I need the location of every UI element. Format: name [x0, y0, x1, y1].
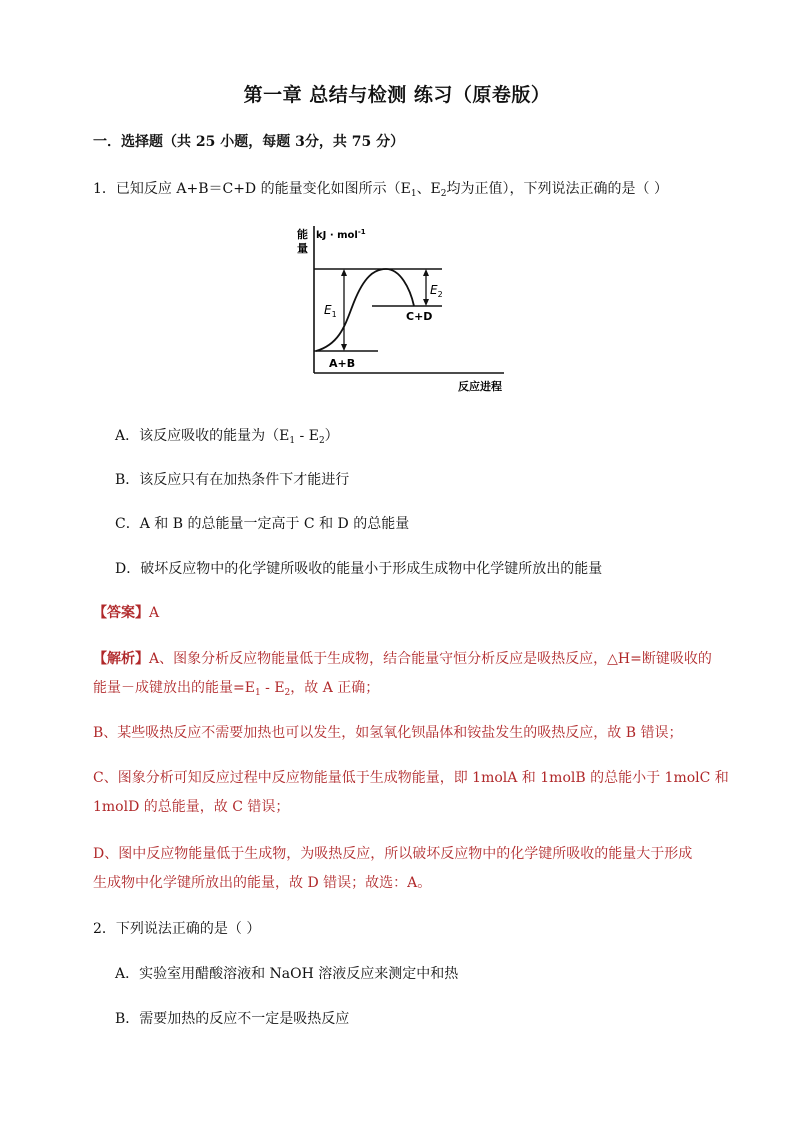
q1-stem-part-a: 1．已知反应 A+B＝C+D 的能量变化如图所示（E	[93, 181, 411, 197]
q1-option-a-sub-1: 1	[289, 436, 296, 446]
answer-tag: 【答案】	[93, 605, 149, 621]
q1-option-c: C．A 和 B 的总能量一定高于 C 和 D 的总能量	[115, 516, 410, 532]
e2-arrowhead-top	[423, 269, 429, 276]
analysis-line-1-text: A、图象分析反应物能量低于生成物，结合能量守恒分析反应是吸热反应，△H=断键吸收的	[149, 651, 712, 667]
q2-option-a: A．实验室用醋酸溶液和 NaOH 溶液反应来测定中和热	[115, 966, 459, 982]
question-2-stem: 2．下列说法正确的是（ ）	[93, 921, 261, 937]
q1-stem-sub-2: 2	[440, 189, 447, 199]
question-1-stem	[93, 178, 668, 198]
e1-letter: E	[324, 303, 332, 317]
analysis-line-2-sub-1: 1	[254, 688, 261, 698]
e2-letter: E	[430, 283, 438, 297]
e2-label	[430, 283, 443, 299]
unit-text: kJ · mol	[316, 230, 358, 241]
analysis-line-2-sub-2: 2	[284, 688, 291, 698]
q1-option-a-mid: - E	[295, 428, 319, 444]
q1-option-a	[115, 425, 339, 445]
unit-superscript: -1	[357, 228, 366, 236]
page-title: 第一章 总结与检测 练习（原卷版）	[243, 84, 551, 106]
q2-option-b: B．需要加热的反应不一定是吸热反应	[115, 1011, 350, 1027]
q1-option-d: D．破坏反应物中的化学键所吸收的能量小于形成生成物中化学键所放出的能量	[115, 561, 603, 577]
e1-label	[324, 303, 337, 319]
section-heading: 一．选择题（共 25 小题，每题 3分，共 75 分）	[93, 134, 405, 150]
q1-answer	[93, 602, 159, 622]
q1-stem-part-c: 均为正值），下列说法正确的是（ ）	[446, 181, 668, 197]
analysis-line-2-part-c: ，故 A 正确；	[290, 680, 380, 696]
analysis-line-2	[93, 677, 379, 697]
answer-value: A	[149, 605, 160, 621]
q1-option-a-sub-2: 2	[318, 436, 325, 446]
q1-stem-sub-1: 1	[410, 189, 417, 199]
e2-arrowhead-bottom	[423, 299, 429, 306]
e2-subscript: 2	[437, 290, 443, 299]
analysis-line-1	[93, 648, 712, 668]
y-axis-unit	[316, 228, 366, 241]
q1-option-a-suffix: ）	[324, 428, 339, 444]
analysis-line-5: 1molD 的总能量，故 C 错误；	[93, 799, 290, 815]
e1-subscript: 1	[331, 310, 337, 319]
analysis-line-4: C、图象分析可知反应过程中反应物能量低于生成物能量，即 1molA 和 1molB 的总能小于 1molC 和	[93, 770, 729, 786]
energy-diagram	[296, 222, 518, 394]
analysis-line-2-part-b: - E	[260, 680, 285, 696]
x-axis-label: 反应进程	[458, 380, 502, 393]
y-axis-label-top: 能	[297, 228, 308, 241]
analysis-line-6: D、图中反应物能量低于生成物，为吸热反应，所以破坏反应物中的化学键所吸收的能量大于形成	[93, 846, 693, 862]
analysis-line-3: B、某些吸热反应不需要加热也可以发生，如氢氧化钡晶体和铵盐发生的吸热反应，故 B 错误；	[93, 725, 683, 741]
e1-arrowhead-top	[341, 269, 347, 276]
products-label: C+D	[406, 310, 433, 323]
q1-stem-part-b: 、E	[416, 181, 441, 197]
analysis-line-2-part-a: 能量－成键放出的能量=E	[93, 680, 255, 696]
analysis-line-7: 生成物中化学键所放出的能量，故 D 错误；故选：A。	[93, 875, 432, 891]
y-axis-label-bottom: 量	[297, 242, 308, 255]
q1-option-a-prefix: A．该反应吸收的能量为（E	[115, 428, 290, 444]
e1-arrowhead-bottom	[341, 344, 347, 351]
reactants-label: A+B	[329, 357, 356, 370]
q1-option-b: B．该反应只有在加热条件下才能进行	[115, 472, 350, 488]
analysis-tag: 【解析】	[93, 651, 149, 667]
